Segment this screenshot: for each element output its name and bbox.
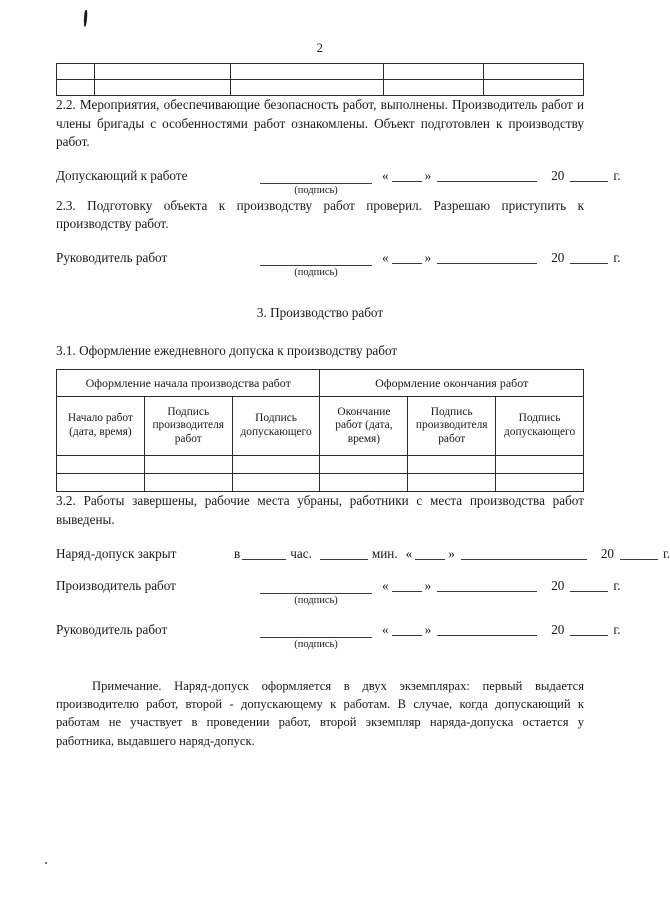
year-suffix: г.: [613, 168, 621, 184]
signature-label: Руководитель работ: [56, 622, 168, 638]
table-cell[interactable]: [57, 474, 145, 492]
table-cell[interactable]: [496, 456, 584, 474]
table-cell: [57, 80, 95, 96]
table-cell: [483, 64, 583, 80]
year-prefix: 20: [600, 545, 615, 561]
signature-label: Допускающий к работе: [56, 168, 188, 184]
table-cell[interactable]: [232, 474, 320, 492]
month-input[interactable]: [437, 578, 537, 592]
hours-input[interactable]: [242, 546, 286, 560]
year-prefix: 20: [551, 168, 565, 184]
table-group-header-row: [57, 369, 584, 397]
signature-row-producer: [56, 577, 621, 607]
page-content: [56, 0, 670, 763]
day-input[interactable]: [392, 250, 422, 264]
scan-speck-icon: [45, 862, 47, 864]
quote-close: »: [424, 168, 432, 184]
year-prefix: 20: [551, 250, 565, 266]
table-cell: [383, 64, 483, 80]
day-input[interactable]: [392, 168, 422, 182]
signature-fields: [234, 622, 621, 651]
clause-3-1-title: 3.1. Оформление ежедневного допуска к производству работ: [56, 342, 398, 358]
year-input[interactable]: [570, 250, 608, 264]
table-cell[interactable]: [320, 474, 408, 492]
daily-access-table: [56, 369, 584, 493]
signature-fields: [234, 578, 621, 607]
signature-line-group: [260, 250, 372, 279]
signature-caption: (подпись): [294, 594, 338, 606]
quote-open: «: [382, 622, 389, 638]
table-cell[interactable]: [320, 456, 408, 474]
signature-caption: (подпись): [294, 639, 338, 651]
signature-row-manager-final: [56, 622, 621, 651]
closing-row: [56, 545, 670, 562]
minutes-input[interactable]: [320, 546, 368, 560]
table-cell[interactable]: [408, 456, 496, 474]
column-header: Подпись допускающего: [232, 397, 320, 456]
quote-close: »: [424, 250, 432, 266]
table-cell: [94, 64, 231, 80]
column-header: Окончание работ (дата, время): [320, 397, 408, 456]
table-cell[interactable]: [144, 474, 232, 492]
signature-caption: (подпись): [294, 185, 338, 197]
month-input[interactable]: [461, 546, 587, 560]
note-text: Примечание. Наряд-допуск оформляется в двух экземплярах: первый выдается производителю работ, второй - допускающему к работам. В случае, когда допускающий к работам не участвует в проведении работ, второй экземпляр наряда-допуска остается у работника, выдавшего наряд-допуск.: [56, 678, 584, 748]
clause-2-2-text: 2.2. Мероприятия, обеспечивающие безопасность работ, выполнены. Производитель работ и члены бригады с особенностями работ ознакомлены. Объект подготовлен к производству работ.: [56, 97, 584, 150]
year-suffix: г.: [613, 577, 621, 593]
table-column-header-row: [57, 397, 584, 456]
table-cell: [94, 80, 231, 96]
year-input[interactable]: [570, 622, 608, 636]
signature-caption: (подпись): [294, 267, 338, 279]
signature-line-group: [260, 578, 372, 607]
table-cell: [231, 64, 383, 80]
day-input[interactable]: [392, 578, 422, 592]
table-row: [57, 456, 584, 474]
day-input[interactable]: [392, 622, 422, 636]
signature-fields: [234, 250, 621, 279]
quote-open: «: [382, 250, 389, 266]
month-input[interactable]: [437, 168, 537, 182]
table-cell: [231, 80, 383, 96]
month-input[interactable]: [437, 250, 537, 264]
quote-close: »: [448, 545, 455, 561]
year-suffix: г.: [663, 545, 670, 561]
group-header-end: Оформление окончания работ: [320, 369, 584, 397]
minutes-unit: мин.: [371, 545, 398, 561]
table-cell: [483, 80, 583, 96]
signature-fields: [234, 168, 621, 197]
year-prefix: 20: [551, 577, 565, 593]
quote-close: »: [424, 622, 432, 638]
year-input[interactable]: [620, 546, 658, 560]
year-suffix: г.: [613, 250, 621, 266]
table-cell[interactable]: [408, 474, 496, 492]
table-cell[interactable]: [496, 474, 584, 492]
column-header: Подпись допускающего: [496, 397, 584, 456]
signature-row-manager-2-3: [56, 250, 621, 279]
signature-input[interactable]: [260, 624, 372, 638]
closing-label: Наряд-допуск закрыт: [56, 545, 177, 561]
signature-row-admitter: [56, 168, 621, 197]
month-input[interactable]: [437, 622, 537, 636]
column-header: Подпись производителя работ: [408, 397, 496, 456]
year-suffix: г.: [613, 622, 621, 638]
signature-input[interactable]: [260, 580, 372, 594]
clause-3-2-text: 3.2. Работы завершены, рабочие места убраны, работники с места производства работ выведены.: [56, 493, 584, 528]
daily-access-table-head: [57, 369, 584, 456]
signature-line-group: [260, 168, 372, 197]
preposition-in: в: [234, 545, 241, 561]
closing-fields: [234, 546, 670, 562]
quote-open: «: [405, 545, 413, 561]
quote-open: «: [382, 577, 389, 593]
table-row: [57, 474, 584, 492]
signature-input[interactable]: [260, 252, 372, 266]
table-row: [57, 80, 584, 96]
quote-open: «: [382, 168, 389, 184]
year-input[interactable]: [570, 578, 608, 592]
table-cell: [383, 80, 483, 96]
clause-2-3-text: 2.3. Подготовку объекта к производству работ проверил. Разрешаю приступить к производству работ.: [56, 197, 584, 232]
year-prefix: 20: [551, 622, 565, 638]
table-cell[interactable]: [232, 456, 320, 474]
table-cell: [57, 64, 95, 80]
quote-close: »: [424, 577, 432, 593]
signature-input[interactable]: [260, 170, 372, 184]
column-header: Подпись производителя работ: [144, 397, 232, 456]
continuation-table-body: [57, 64, 584, 96]
section-3-title: 3. Производство работ: [256, 304, 384, 320]
signature-label: Производитель работ: [56, 577, 176, 593]
table-row: [57, 64, 584, 80]
daily-access-table-body: [57, 456, 584, 492]
day-input[interactable]: [415, 546, 445, 560]
group-header-start: Оформление начала производства работ: [57, 369, 320, 397]
year-input[interactable]: [570, 168, 608, 182]
page-number: 2: [316, 40, 324, 55]
column-header: Начало работ (дата, время): [57, 397, 145, 456]
continuation-table: [56, 63, 584, 96]
signature-line-group: [260, 622, 372, 651]
table-cell[interactable]: [144, 456, 232, 474]
hours-unit: час.: [290, 545, 312, 561]
table-cell[interactable]: [57, 456, 145, 474]
signature-label: Руководитель работ: [56, 250, 168, 266]
